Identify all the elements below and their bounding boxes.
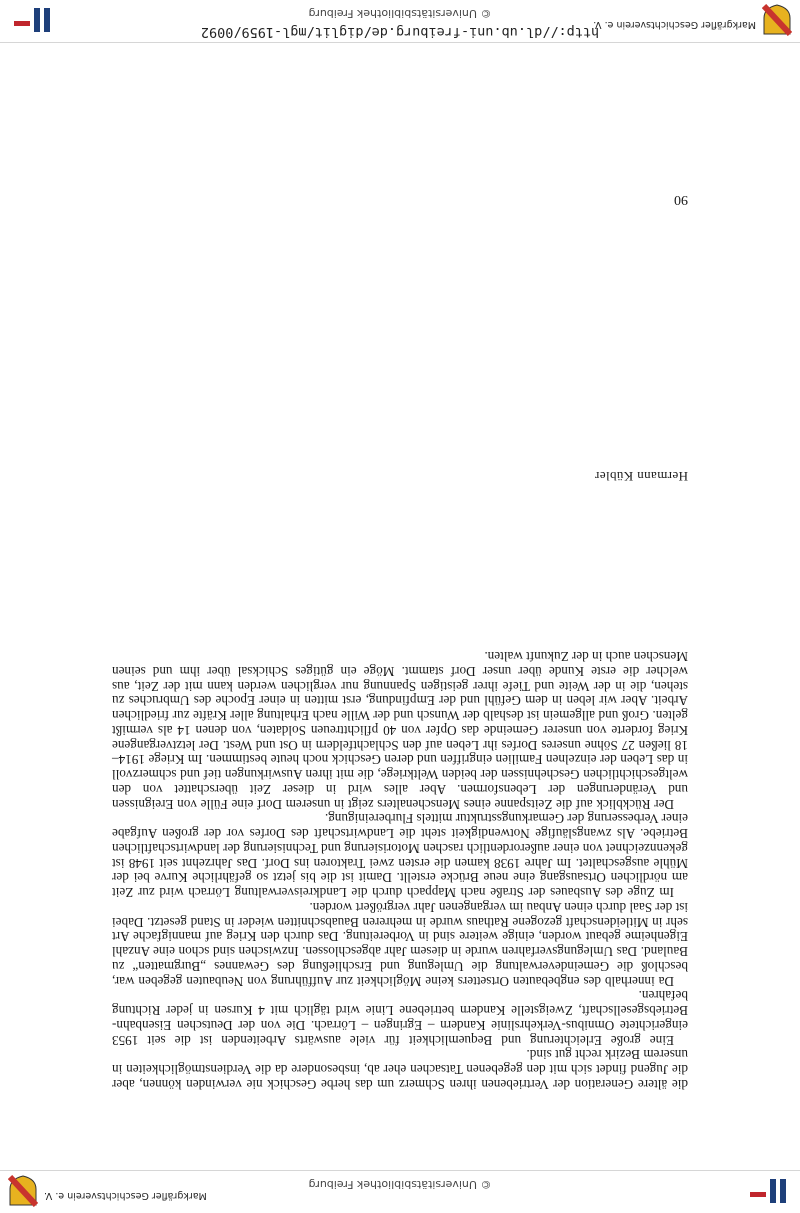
paragraph: Im Zuge des Ausbaues der Straße nach Mappach durch die Landkreisverwaltung Lörrach wird zur Zeit am nördlichen Ortsausgang eine neue Brücke erstellt. Damit ist die bis jetzt so gefährliche Kurve bei der Mühle ausgeschaltet. Im Jahre 1938 kamen die ersten zwei Traktoren ins Dorf. Das Jahrzehnt seit 1948 ist gekennzeichnet von einer außerordentlich raschen Motorisierung und Technisierung der landwirtschaftlichen Betriebe. Als zwangsläufige Notwendigkeit steht die Landwirtschaft des Dorfes vor der großen Aufgabe einer Verbesserung der Gemarkungsstruktur mittels Flurbereinigung. (112, 811, 688, 901)
footer-society-name: Markgräfler Geschichtsverein e. V. (44, 1190, 207, 1201)
header-society-name: Markgräfler Geschichtsverein e. V. (593, 19, 756, 30)
paragraph: Da innerhalb des engbebauten Ortsetters keine Möglichkeit zur Aufführung von Neubauten gegeben war, beschloß die Gemeindeverwaltung die Umlegung und Erschließung des Gewannes „Burgmatten“ zu Bauland. Das Umlegungsverfahren wurde in diesem Jahr abgeschlossen. Inzwischen sind schon eine Anzahl Eigenheime gebaut worden, einige weitere sind in Vorbereitung. Das durch den Krieg auf mannigfache Art sehr in Mitleidenschaft gezogene Rathaus wurde in mehreren Bauabschnitten wieder in Stand gesetzt. Dabei ist der Saal durch einen Anbau im vergangenen Jahr vergrößert worden. (112, 900, 688, 989)
paragraph: Der Rückblick auf die Zeitspanne eines Menschenalters zeigt in unserem Dorf eine Fülle von Ereignissen und Veränderungen der Lebensformen. Aber alles wird in dieser Zeit überschattet von den weltgeschichtlichen Geschehnissen der beiden Weltkriege, die mit ihren Auswirkungen tief und schmerzvoll in das Leben der einzelnen Familien eingriffen und deren Geschick noch heute bestimmen. Im Kriege 1914–18 ließen 27 Söhne unseres Dorfes ihr Leben auf den Schlachtfeldern in Ost und West. Der letztvergangene Krieg forderte von unserer Gemeinde das Opfer von 40 pflichttreuen Soldaten, von denen 14 als vermißt gelten. Groß und allgemein ist deshalb der Wunsch und der Wille nach Erhaltung aller Kräfte zur friedlichen Arbeit. Aber wir leben in dem Gefühl und der Empfindung, erst mitten in einer Epoche des Umbruches zu stehen, die in der Weite und Tiefe ihrer geistigen Spannung nur verglichen werden kann mit der Zeit, aus welcher die erste Kunde über unser Dorf stammt. Möge ein gütiges Schicksal über ihm und seinen Menschen auch in der Zukunft walten. (112, 649, 688, 812)
header-copyright: © Universitätsbibliothek Freiburg (308, 7, 492, 20)
society-crest-icon (762, 4, 792, 36)
paragraph: Eine große Erleichterung und Bequemlichkeit für viele auswärts Arbeitenden ist die seit 1953 eingerichtete Omnibus-Verkehrslinie Kandern – Egringen – Lörrach. Die von der Deutschen Eisenbahn-Betriebsgesellschaft, Zweigstelle Kandern betriebene Linie wird täglich mit 4 Kursen in jeder Richtung befahren. (112, 988, 688, 1048)
footer-copyright: © Universitätsbibliothek Freiburg (308, 1178, 492, 1191)
author-signature: Hermann Kübler (594, 469, 688, 484)
society-crest-icon (8, 1175, 38, 1207)
digitization-footer (0, 1170, 800, 1213)
header-url[interactable]: http://dl.ub.uni-freiburg.de/diglit/mgl-1959/0092 (200, 24, 600, 40)
paragraph: die ältere Generation der Vertriebenen ihren Schmerz um das herbe Geschick nie verwinden können, aber die Jugend findet sich mit den gegebenen Tatsachen eher ab, insbesondere da die Verdienstmöglichkeiten in unserem Bezirk recht gut sind. (112, 1047, 688, 1092)
digitization-header (0, 0, 800, 43)
page-number: 90 (674, 192, 688, 207)
article-body (112, 649, 688, 1092)
